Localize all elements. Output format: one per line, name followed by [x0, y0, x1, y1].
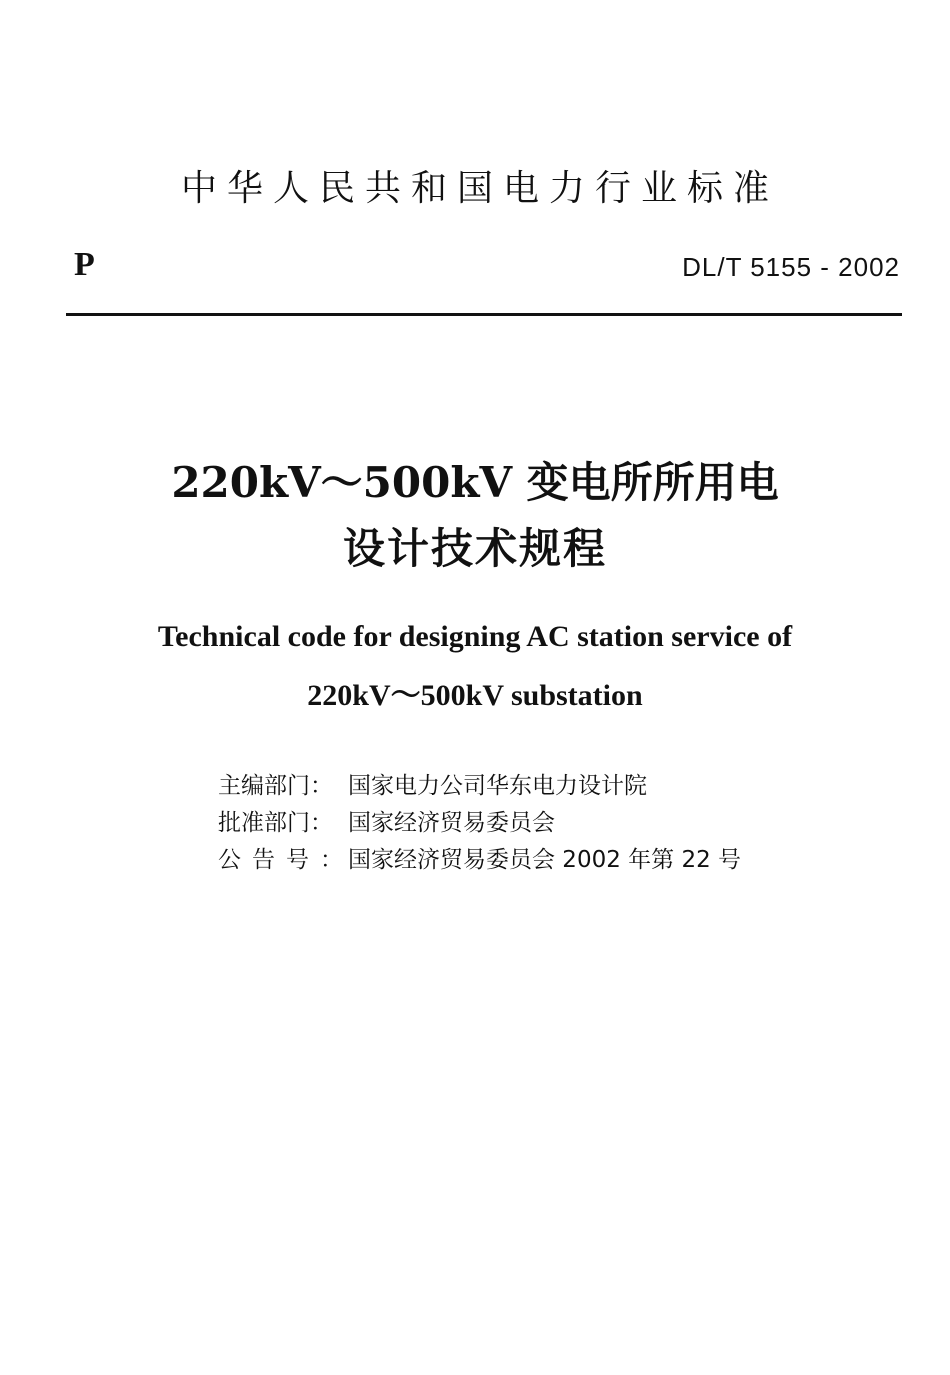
approval-value: 国家经济贸易委员会	[348, 810, 555, 836]
approval-row	[218, 805, 741, 842]
chief-editor-label: 主编部门：	[218, 773, 333, 799]
title-english-line-1: Technical code for designing AC station service of	[157, 620, 793, 653]
title-english-line-2: 220kV～500kV substation	[307, 679, 643, 712]
header-divider	[66, 313, 902, 316]
chief-editor-row	[218, 768, 741, 805]
approval-label: 批准部门：	[218, 810, 333, 836]
announcement-label: 公告号：	[218, 847, 354, 873]
announcement-value: 国家经济贸易委员会 2002 年第 22 号	[348, 847, 742, 873]
title-chinese-line-1: 220kV～500kV 变电所所用电	[171, 458, 779, 507]
publication-info	[218, 768, 741, 879]
category-letter: P	[74, 246, 95, 283]
title-chinese-line-2: 设计技术规程	[342, 524, 607, 573]
announcement-row	[218, 842, 741, 879]
chief-editor-value: 国家电力公司华东电力设计院	[348, 773, 647, 799]
standard-type-heading: 中华人民共和国电力行业标准	[180, 168, 779, 209]
standard-code: DL/T 5155 - 2002	[682, 252, 900, 282]
